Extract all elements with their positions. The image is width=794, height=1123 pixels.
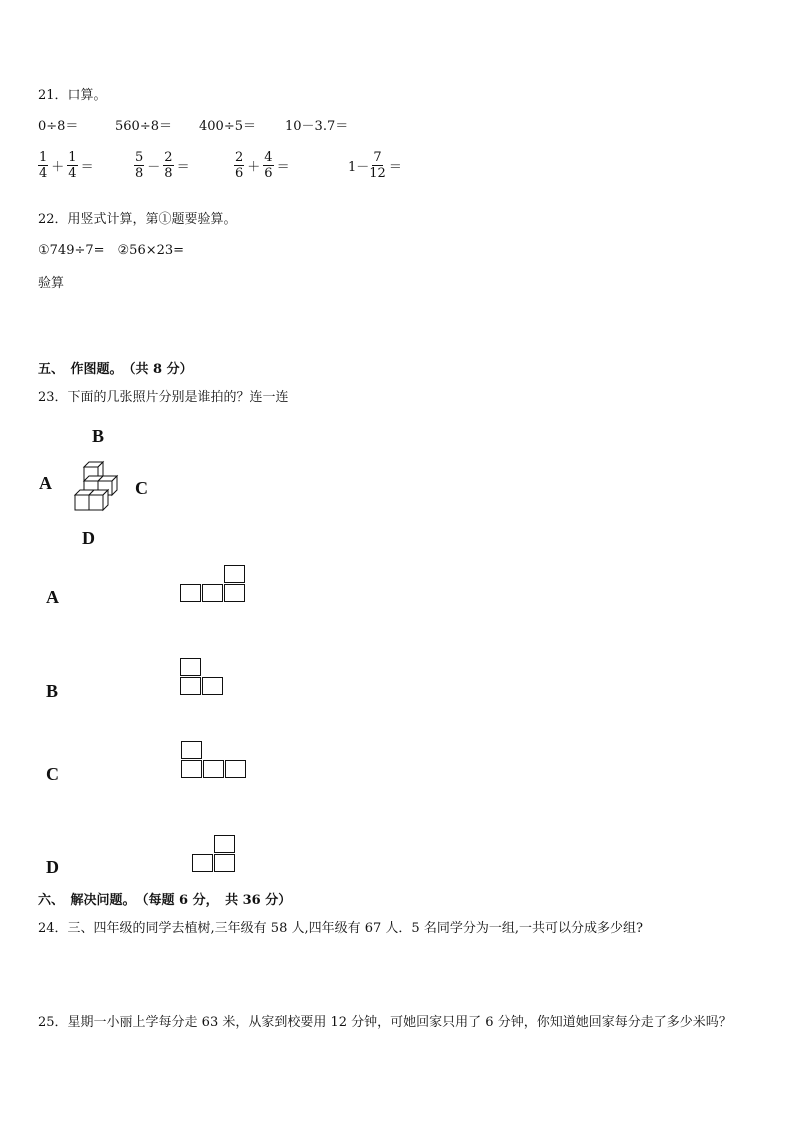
direction-label-c: C — [135, 478, 148, 498]
direction-label-d: D — [82, 528, 95, 548]
view-c-figure — [181, 741, 251, 781]
q21-item-4: 10－3.7＝ — [285, 119, 349, 134]
q21-item-2: 560÷8＝ — [115, 119, 172, 134]
cube-stack-figure — [70, 458, 122, 514]
fraction: $\frac{1}{4}$ — [39, 150, 48, 181]
q21-frac-2: $\frac{5}{8}$ － $\frac{2}{8}$ ＝ — [135, 150, 190, 181]
view-a-figure — [180, 565, 250, 605]
section-5-heading: 五、 作图题。 （共 8 分） — [38, 362, 193, 377]
q21-frac-3: $\frac{2}{6}$ ＋ $\frac{4}{6}$ ＝ — [235, 150, 290, 181]
q22-items: ①749÷7= ②56×23= — [38, 243, 185, 258]
q24-text: 24．三、四年级的同学去植树,三年级有 58 人,四年级有 67 人．5 名同学分为一组,一共可以分成多少组? — [38, 921, 643, 936]
fraction: $\frac{5}{8}$ — [135, 150, 144, 181]
fraction: $\frac{1}{4}$ — [68, 150, 77, 181]
q22-check-label: 验算 — [38, 276, 65, 291]
view-label-d: D — [46, 857, 59, 877]
direction-label-a: A — [39, 473, 52, 493]
section-6-heading: 六、 解决问题。 （每题 6 分， 共 36 分） — [38, 893, 292, 908]
q21-frac-1: $\frac{1}{4}$ ＋ $\frac{1}{4}$ ＝ — [39, 150, 94, 181]
q25-text: 25．星期一小丽上学每分走 63 米，从家到校要用 12 分钟，可她回家只用了 6 分钟，你知道她回家每分走了多少米吗？ — [38, 1015, 732, 1030]
q21-item-1: 0÷8＝ — [38, 119, 79, 134]
q22-title: 22．用竖式计算，第①题要验算。 — [38, 212, 237, 227]
view-label-c: C — [46, 764, 59, 784]
q21-item-3: 400÷5＝ — [199, 119, 256, 134]
view-b-figure — [180, 658, 230, 698]
view-d-figure — [192, 835, 242, 875]
q23-title: 23．下面的几张照片分别是谁拍的？连一连 — [38, 390, 289, 405]
fraction: $\frac{7}{12}$ — [369, 150, 386, 181]
fraction: $\frac{4}{6}$ — [264, 150, 273, 181]
direction-label-b: B — [92, 426, 105, 446]
q21-frac-4: 1－ $\frac{7}{12}$ ＝ — [348, 150, 402, 181]
view-label-a: A — [46, 587, 59, 607]
view-label-b: B — [46, 681, 59, 701]
fraction: $\frac{2}{8}$ — [164, 150, 173, 181]
fraction: $\frac{2}{6}$ — [235, 150, 244, 181]
q21-title: 21．口算。 — [38, 88, 107, 103]
